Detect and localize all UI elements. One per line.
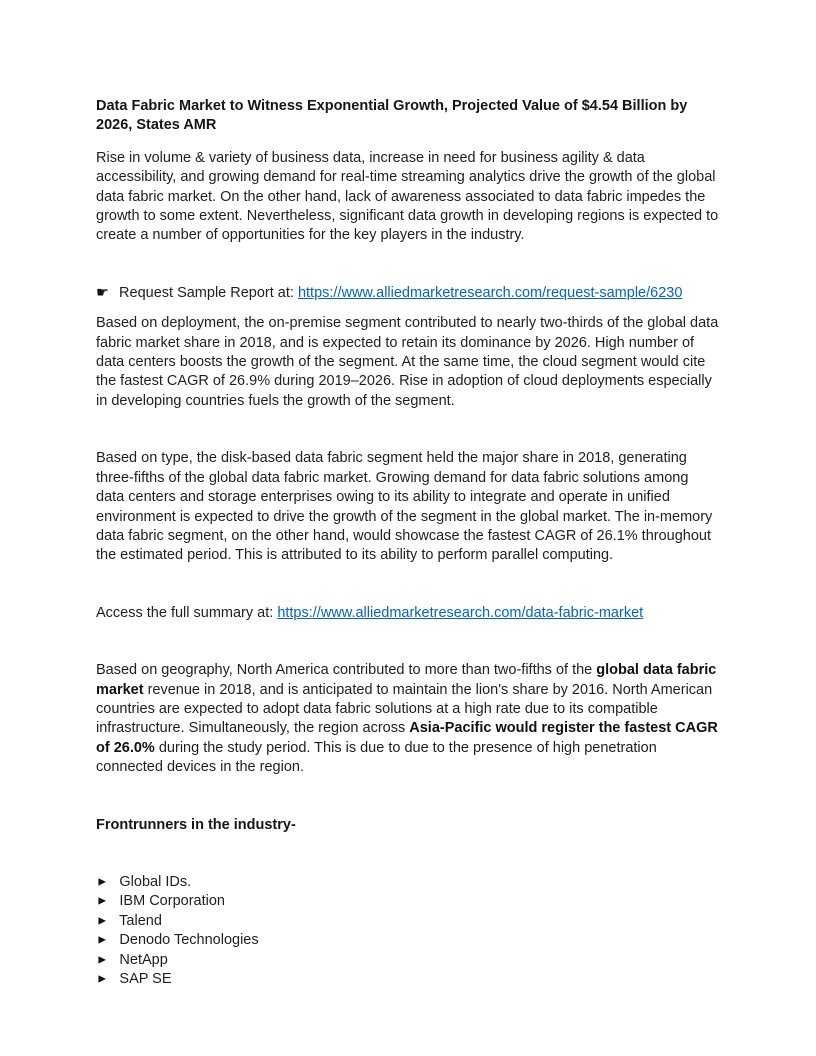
list-item — [96, 873, 720, 892]
company-name: NetApp — [119, 951, 168, 968]
request-sample-link[interactable]: https://www.alliedmarketresearch.com/request-sample/6230 — [297, 284, 683, 301]
full-summary-link[interactable]: https://www.alliedmarketresearch.com/data-fabric-market — [277, 604, 644, 621]
bold-text-segment: Asia-Pacific would register the fastest CAGR of 26.0% — [96, 720, 718, 756]
text-segment: Based on geography, North America contributed to more than two-fifths of the — [96, 662, 597, 679]
company-name: Denodo Technologies — [119, 932, 259, 949]
list-item — [96, 931, 720, 950]
list-item — [96, 892, 720, 911]
arrow-bullet-icon: ► — [96, 932, 109, 947]
company-name: SAP SE — [119, 971, 172, 987]
arrow-bullet-icon: ► — [96, 874, 109, 889]
intro-paragraph: Rise in volume & variety of business data, increase in need for business agility & data accessibility, and growing demand for real-time streaming analytics drive the growth of the global data fabric market. On the other hand, lack of awareness associated to data fabric impedes the growth to some extent. Nevertheless, significant data growth in developing regions is expected to create a number of opportunities for the key players in the industry. — [96, 149, 719, 244]
company-name: Global IDs. — [119, 873, 192, 890]
arrow-bullet-icon: ► — [96, 913, 109, 928]
arrow-bullet-icon: ► — [96, 971, 109, 986]
text-segment: during the study period. This is due to due to the presence of high penetration connected devices in the region. — [96, 739, 657, 776]
list-item — [96, 951, 720, 970]
request-sample-line — [96, 284, 720, 303]
arrow-bullet-icon: ► — [96, 952, 109, 967]
frontrunners-heading: Frontrunners in the industry- — [96, 816, 296, 833]
bold-text-segment: global data fabric market — [96, 662, 717, 698]
request-sample-label: Request Sample Report at: — [119, 284, 294, 301]
deployment-paragraph: Based on deployment, the on-premise segment contributed to nearly two-thirds of the global data fabric market share in 2018, and is expected to retain its dominance by 2026. High number of data centers boosts the growth of the segment. At the same time, the cloud segment would cite the fastest CAGR of 26.9% during 2019–2026. Rise in adoption of cloud deployments especially in developing countries fuels the growth of the segment. — [96, 315, 719, 409]
list-item — [96, 970, 720, 989]
pointing-hand-icon: ☛ — [96, 284, 109, 301]
arrow-bullet-icon: ► — [96, 893, 109, 908]
geography-paragraph — [96, 661, 720, 777]
company-name: IBM Corporation — [119, 893, 225, 910]
text-segment: revenue in 2018, and is anticipated to maintain the lion's share by 2016. North American countries are expected to adopt data fabric solutions at a high rate due to its compatible infrastructure. Simultaneously, the region across — [96, 681, 713, 737]
type-paragraph: Based on type, the disk-based data fabric segment held the major share in 2018, generating three-fifths of the global data fabric market. Growing demand for data fabric solutions among data centers and storage enterprises owing to its ability to integrate and operate in unified environment is expected to drive the growth of the segment in the global market. The in-memory data fabric segment, on the other hand, would showcase the fastest CAGR of 26.1% throughout the estimated period. This is attributed to its ability to perform parallel computing. — [96, 450, 713, 564]
list-item — [96, 912, 720, 931]
company-name: Talend — [119, 912, 162, 929]
full-summary-line — [96, 604, 720, 623]
company-list — [96, 873, 720, 989]
full-summary-label: Access the full summary at: — [96, 604, 274, 621]
document-title: Data Fabric Market to Witness Exponential Growth, Projected Value of $4.54 Billion by 2026, States AMR — [96, 98, 688, 134]
